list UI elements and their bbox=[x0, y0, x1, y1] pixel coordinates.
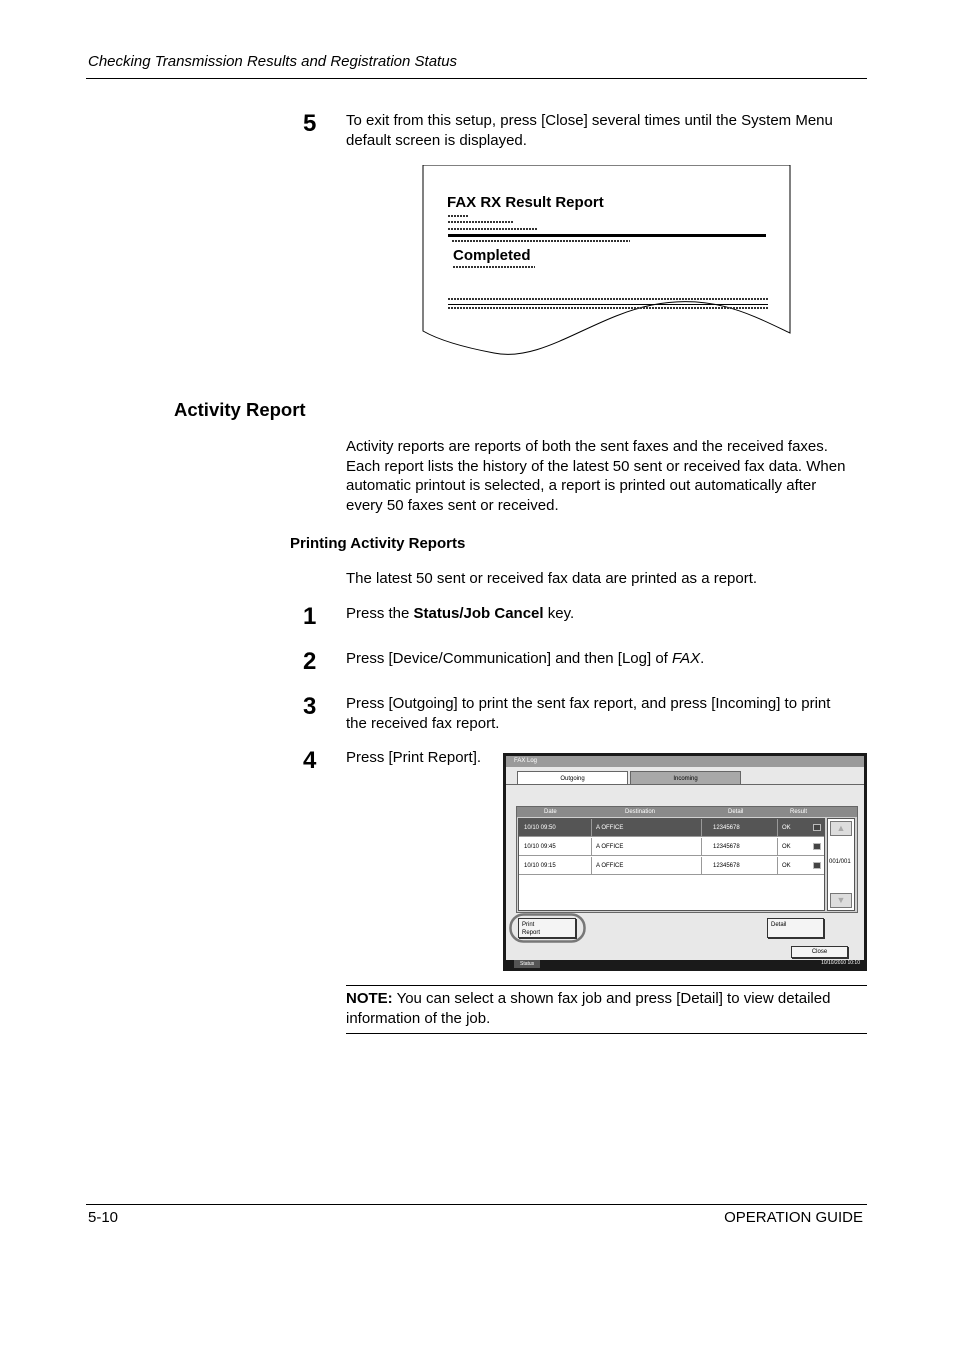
running-header: Checking Transmission Results and Registration Status bbox=[88, 53, 458, 70]
activity-line-1: Activity reports are reports of both the sent faxes and the received faxes. bbox=[346, 438, 828, 455]
table-row[interactable] bbox=[519, 857, 824, 875]
step-2-fax: FAX bbox=[672, 650, 701, 667]
printing-intro: The latest 50 sent or received fax data are printed as a report. bbox=[346, 570, 758, 587]
list-scrollbar bbox=[827, 818, 855, 911]
step-3-number: 3 bbox=[303, 693, 317, 720]
table-row[interactable] bbox=[519, 838, 824, 856]
status-button[interactable]: Status bbox=[514, 960, 540, 968]
report-dots-2 bbox=[448, 221, 514, 223]
step-3-line-1: Press [Outgoing] to print the sent fax report, and press [Incoming] to print bbox=[346, 695, 831, 712]
row-result: OK bbox=[782, 825, 791, 831]
col-divider bbox=[701, 838, 702, 856]
step-4-number: 4 bbox=[303, 747, 317, 774]
report-dots-3 bbox=[448, 228, 538, 230]
report-title: FAX RX Result Report bbox=[447, 194, 604, 211]
detail-button[interactable]: Detail bbox=[767, 918, 824, 938]
step-5-line-2: default screen is displayed. bbox=[346, 131, 527, 149]
step-1-number: 1 bbox=[303, 603, 317, 630]
close-button[interactable]: Close bbox=[791, 946, 848, 958]
col-divider bbox=[591, 819, 592, 837]
step-2-text bbox=[346, 649, 704, 669]
row-destination: A OFFICE bbox=[596, 844, 624, 850]
status-bar bbox=[506, 960, 864, 968]
list-header bbox=[517, 807, 857, 817]
activity-report-paragraph bbox=[346, 437, 876, 515]
tab-outgoing[interactable]: Outgoing bbox=[517, 771, 628, 785]
note bbox=[346, 989, 867, 1028]
col-divider bbox=[701, 819, 702, 837]
fax-icon bbox=[813, 824, 821, 831]
col-divider bbox=[591, 838, 592, 856]
row-detail: 12345678 bbox=[713, 844, 740, 850]
activity-line-4: every 50 faxes sent or received. bbox=[346, 496, 559, 514]
report-dots-7 bbox=[448, 307, 768, 309]
note-label: NOTE: bbox=[346, 990, 393, 1007]
note-bottom-rule bbox=[346, 1033, 867, 1034]
col-destination: Destination bbox=[625, 809, 656, 815]
report-heavy-rule bbox=[448, 234, 766, 237]
col-divider bbox=[777, 819, 778, 837]
fax-log-screen bbox=[503, 753, 867, 971]
page-number: 5-10 bbox=[88, 1209, 119, 1226]
note-line-2: information of the job. bbox=[346, 1009, 491, 1027]
status-job-cancel-key: Status/Job Cancel bbox=[413, 605, 544, 622]
report-status: Completed bbox=[453, 247, 531, 264]
step-1-pre: Press the bbox=[346, 605, 414, 622]
fax-log-title: FAX Log bbox=[506, 756, 864, 767]
note-top-rule bbox=[346, 985, 867, 986]
step-2-number: 2 bbox=[303, 648, 317, 675]
activity-line-3: automatic printout is selected, a report is printed out automatically after bbox=[346, 477, 817, 494]
row-date: 10/10 09:15 bbox=[524, 863, 556, 869]
row-result: OK bbox=[782, 844, 791, 850]
row-result: OK bbox=[782, 863, 791, 869]
row-detail: 12345678 bbox=[713, 825, 740, 831]
row-date: 10/10 09:45 bbox=[524, 844, 556, 850]
step-5-line-1: To exit from this setup, press [Close] several times until the System Menu bbox=[346, 112, 833, 129]
printing-activity-reports-heading: Printing Activity Reports bbox=[290, 535, 466, 552]
list-rows bbox=[518, 818, 825, 911]
report-thin-rule bbox=[448, 304, 768, 305]
col-detail: Detail bbox=[728, 809, 744, 815]
activity-report-heading: Activity Report bbox=[174, 399, 306, 420]
col-result: Result bbox=[790, 809, 808, 815]
step-3-text bbox=[346, 694, 876, 733]
report-dots-4 bbox=[452, 240, 630, 242]
footer-rule bbox=[86, 1204, 867, 1205]
fax-icon bbox=[813, 843, 821, 850]
row-destination: A OFFICE bbox=[596, 863, 624, 869]
report-dots-1 bbox=[448, 215, 468, 217]
row-date: 10/10 09:50 bbox=[524, 825, 556, 831]
step-2-post: . bbox=[700, 650, 705, 667]
step-5-number: 5 bbox=[303, 110, 317, 137]
note-line-1 bbox=[346, 989, 867, 1009]
step-4-text: Press [Print Report]. bbox=[346, 749, 482, 766]
guide-name: OPERATION GUIDE bbox=[724, 1209, 863, 1226]
scroll-down-button[interactable]: ▼ bbox=[830, 893, 852, 908]
tab-underline bbox=[506, 784, 864, 785]
col-divider bbox=[777, 857, 778, 875]
step-1-text bbox=[346, 604, 574, 624]
fax-rx-report-illustration bbox=[422, 165, 792, 360]
table-row[interactable] bbox=[519, 819, 824, 837]
fax-icon bbox=[813, 862, 821, 869]
step-3-line-2: the received fax report. bbox=[346, 714, 500, 732]
scroll-up-button[interactable]: ▲ bbox=[830, 821, 852, 836]
fax-log-list bbox=[516, 806, 858, 913]
col-divider bbox=[777, 838, 778, 856]
activity-line-2: Each report lists the history of the latest 50 sent or received fax data. When bbox=[346, 457, 846, 475]
row-destination: A OFFICE bbox=[596, 825, 624, 831]
status-datetime: 10/10/2010 10:10 bbox=[821, 960, 860, 966]
col-divider bbox=[591, 857, 592, 875]
highlight-circle bbox=[509, 913, 589, 945]
step-2-pre: Press [Device/Communication] and then [Log] of bbox=[346, 650, 673, 667]
report-dots-6 bbox=[448, 298, 768, 300]
header-rule bbox=[86, 78, 867, 79]
tab-incoming[interactable]: Incoming bbox=[630, 771, 741, 785]
step-1-post: key. bbox=[543, 605, 575, 622]
col-date: Date bbox=[544, 809, 557, 815]
step-5-text bbox=[346, 111, 876, 150]
report-dots-5 bbox=[453, 266, 535, 268]
col-divider bbox=[701, 857, 702, 875]
page-indicator: 001/001 bbox=[829, 859, 851, 865]
note-text-1: You can select a shown fax job and press [Detail] to view detailed bbox=[392, 990, 831, 1007]
print-report-line-1: Print bbox=[522, 922, 535, 928]
print-report-line-2: Report bbox=[522, 930, 541, 936]
row-detail: 12345678 bbox=[713, 863, 740, 869]
